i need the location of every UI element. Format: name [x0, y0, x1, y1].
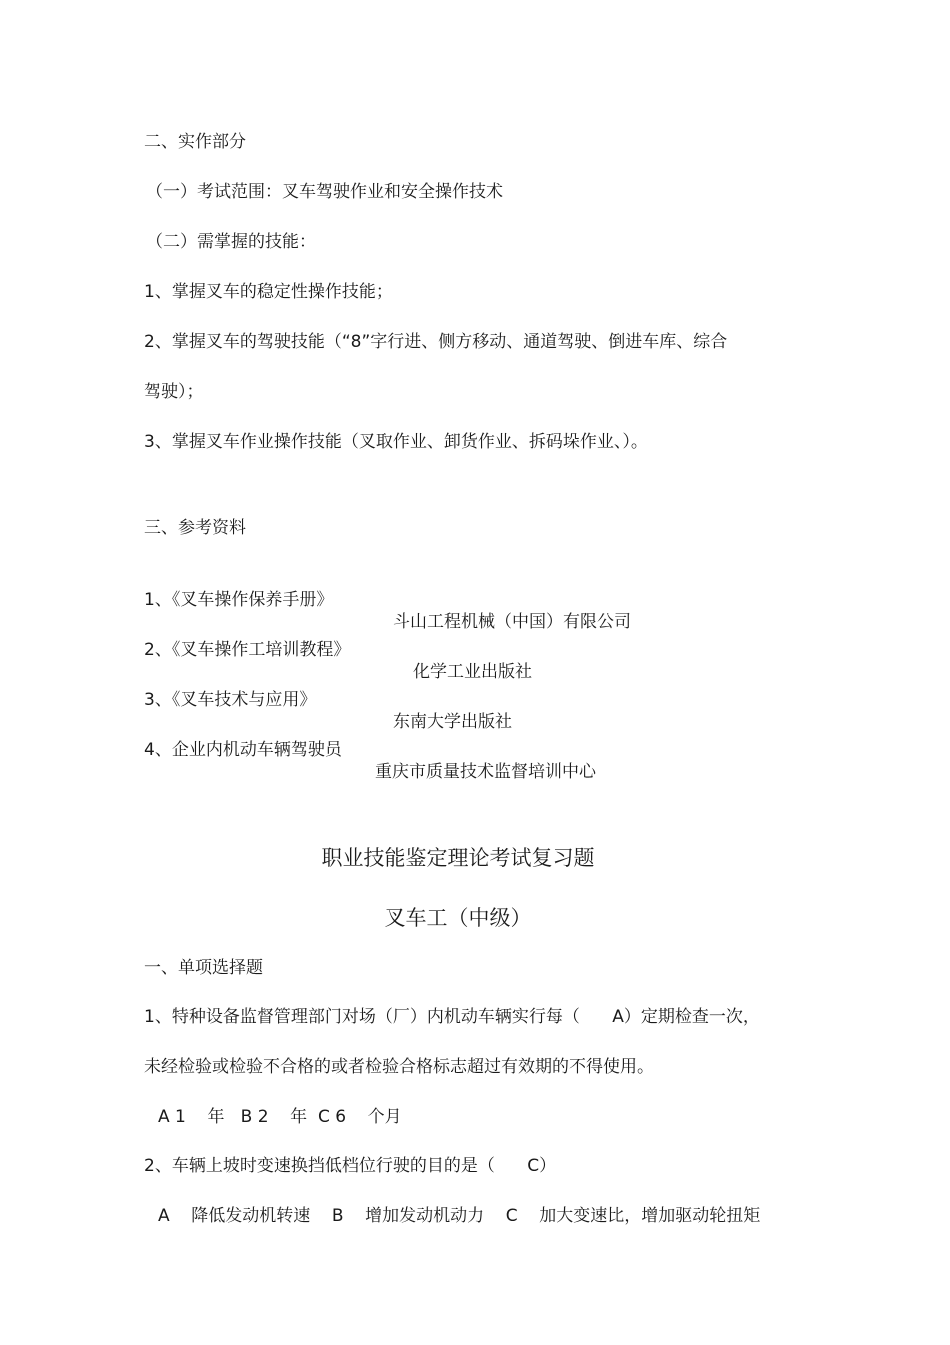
reference-item [144, 717, 844, 783]
question-options: A 1 年 B 2 年 C 6 个月 [158, 1107, 402, 1127]
skill-item: 1、掌握叉车的稳定性操作技能； [144, 282, 393, 302]
exam-subtitle: 叉车工（中级） [384, 906, 532, 930]
question-text: 2、车辆上坡时变速换挡低档位行驶的目的是（ C） [144, 1156, 557, 1176]
section-heading-practical: 二、实作部分 [144, 132, 246, 152]
reference-publisher: 重庆市质量技术监督培训中心 [375, 762, 596, 782]
question-text: 1、特种设备监督管理部门对场（厂）内机动车辆实行每（ A）定期检查一次， [144, 1007, 760, 1027]
reference-title: 4、企业内机动车辆驾驶员 [144, 740, 342, 760]
question-text-continuation: 未经检验或检验不合格的或者检验合格标志超过有效期的不得使用。 [144, 1057, 654, 1077]
reference-title: 1、《叉车操作保养手册》 [144, 590, 334, 610]
section-heading-references: 三、参考资料 [144, 518, 246, 538]
skill-item: 2、掌握叉车的驾驶技能（“8”字行进、侧方移动、通道驾驶、倒进车库、综合 [144, 332, 728, 352]
reference-publisher: 化学工业出版社 [413, 662, 532, 682]
exam-scope: （一）考试范围：叉车驾驶作业和安全操作技术 [146, 182, 503, 202]
skills-heading: （二）需掌握的技能： [146, 232, 316, 252]
reference-title: 2、《叉车操作工培训教程》 [144, 640, 351, 660]
question-options: A 降低发动机转速 B 增加发动机动力 C 加大变速比，增加驱动轮扭矩 [158, 1206, 761, 1226]
reference-publisher: 斗山工程机械（中国）有限公司 [393, 612, 631, 632]
skill-item-continuation: 驾驶）； [144, 382, 204, 402]
reference-publisher: 东南大学出版社 [393, 712, 512, 732]
section-heading-single-choice: 一、单项选择题 [144, 958, 263, 978]
exam-title: 职业技能鉴定理论考试复习题 [321, 846, 595, 870]
reference-title: 3、《叉车技术与应用》 [144, 690, 317, 710]
skill-item: 3、掌握叉车作业操作技能（叉取作业、卸货作业、拆码垛作业、）。 [144, 432, 648, 452]
